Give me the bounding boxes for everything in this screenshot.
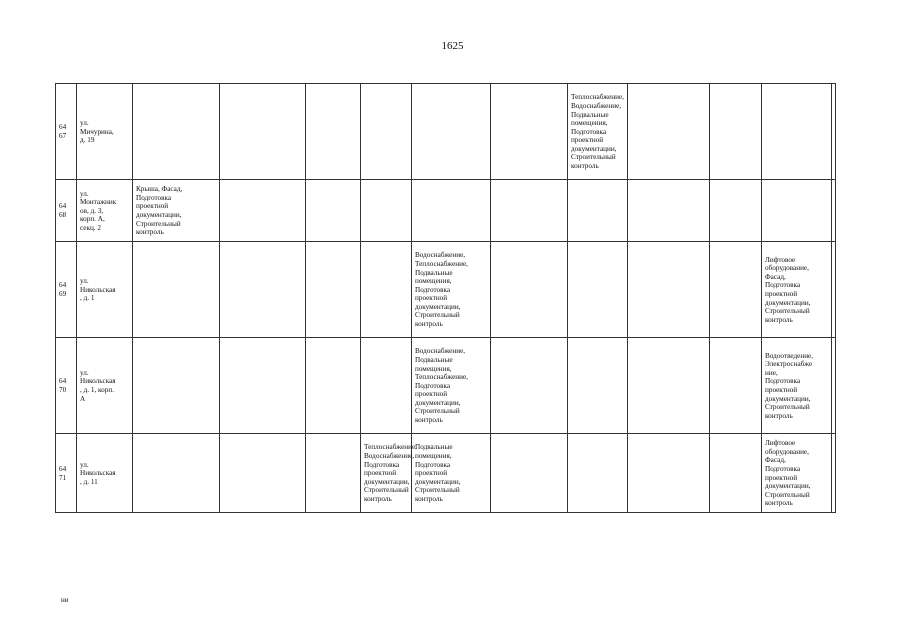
work-type-cell [568,84,628,180]
work-type-cell [762,338,832,434]
work-type-cell [568,180,628,242]
address-line: Никольская [80,469,116,478]
work-type-line: Подготовка [415,285,451,294]
work-type-line: документации, [415,302,461,311]
row-number-line: 67 [59,132,67,140]
work-type-line: Строительный [364,486,409,495]
work-type-line: оборудование, [765,447,809,456]
work-type-line: Подготовка [571,127,607,136]
work-type-cell [412,242,491,338]
address-line: ул. [80,277,89,286]
work-type-line: Фасад, [765,456,786,465]
work-type-cell [133,242,220,338]
work-type-line: проектной [765,473,798,482]
row-number-line: 69 [59,290,67,298]
address-line: ул. [80,119,89,128]
work-type-line: документации, [765,482,811,491]
work-type-line: проектной [136,202,169,211]
work-type-line: документации, [364,477,410,486]
work-type-line: Подготовка [765,281,801,290]
work-type-cell [491,84,568,180]
work-type-line: документации, [571,144,617,153]
work-type-cell [832,242,836,338]
work-type-cell [832,180,836,242]
address-line: Мичурина, [80,127,114,136]
work-type-cell [220,434,306,513]
work-type-cell [832,338,836,434]
work-type-cell [491,242,568,338]
work-type-cell [491,338,568,434]
work-type-cell [220,242,306,338]
work-type-cell [412,434,491,513]
work-type-line: Подготовка [415,381,451,390]
work-type-line: проектной [765,386,798,394]
work-type-cell [361,180,412,242]
row-number-cell [56,242,77,338]
work-type-cell [568,242,628,338]
row-number-line: 64 [59,202,67,211]
address-line: , д. 1, корп. [80,386,114,394]
work-type-line: Крыша, Фасад, [136,185,183,194]
work-type-line: контроль [765,411,793,420]
address-line: д. 19 [80,136,95,145]
work-type-line: помещения, [571,119,608,128]
work-type-cell [762,84,832,180]
table-row [56,434,836,513]
work-type-line: контроль [364,494,392,503]
work-type-cell [628,434,710,513]
work-type-line: Подготовка [136,193,172,202]
work-type-cell [762,434,832,513]
work-type-line: проектной [571,136,604,145]
address-cell [77,180,133,242]
work-type-line: Фасад, [765,272,786,281]
footer-mark: ни [61,596,69,604]
work-type-line: Теплоснабжение, [415,259,468,268]
work-type-line: документации, [136,211,182,219]
row-number-cell [56,84,77,180]
work-type-cell [628,180,710,242]
address-line: ул. [80,189,89,198]
work-type-line: помещения, [415,452,452,461]
address-line: Монтажник [80,198,117,207]
table-row [56,242,836,338]
address-line: , д. 11 [80,477,98,486]
work-type-cell [710,84,762,180]
address-line: ул. [80,460,89,469]
work-type-cell [491,180,568,242]
work-type-cell [133,84,220,180]
work-type-line: Водоснабжение, [571,101,622,110]
work-type-line: контроль [571,162,599,171]
work-type-line: Строительный [415,311,460,320]
work-type-line: Подготовка [765,464,801,473]
work-type-cell [361,242,412,338]
table-body [56,84,836,513]
work-type-line: контроль [415,416,443,425]
address-line: Никольская [80,377,116,386]
work-type-line: Строительный [415,486,460,495]
work-type-line: проектной [415,469,448,478]
work-type-cell [133,338,220,434]
work-type-cell [628,338,710,434]
work-type-cell [133,180,220,242]
work-type-cell [412,338,491,434]
work-type-line: Водоснабжение, [415,347,466,356]
address-cell [77,434,133,513]
address-line: секц. 2 [80,223,101,232]
work-type-cell [306,338,361,434]
work-type-cell [306,242,361,338]
work-type-line: Лифтовое [765,255,796,264]
address-cell [77,242,133,338]
work-type-cell [133,434,220,513]
repair-schedule-table [55,83,836,513]
work-type-cell [568,338,628,434]
address-cell [77,338,133,434]
work-type-line: Подготовка [415,460,451,469]
work-type-cell [628,242,710,338]
work-type-cell [710,338,762,434]
work-type-line: проектной [364,469,397,478]
work-type-cell [412,84,491,180]
work-type-line: Строительный [415,407,460,416]
work-type-cell [412,180,491,242]
work-type-line: контроль [415,494,443,503]
work-type-cell [220,338,306,434]
work-type-cell [710,434,762,513]
work-type-line: контроль [136,228,164,237]
work-type-line: Подвальные [571,110,609,119]
work-type-cell [628,84,710,180]
row-number-cell [56,434,77,513]
work-type-cell [710,180,762,242]
work-type-cell [220,180,306,242]
work-type-line: Строительный [765,403,810,412]
work-type-line: документации, [765,298,811,307]
work-type-line: Водоснабжение, [415,251,466,260]
work-type-cell [832,84,836,180]
work-type-cell [832,434,836,513]
work-type-cell [306,180,361,242]
work-type-line: контроль [415,320,443,329]
work-type-line: документации, [415,477,461,486]
work-type-line: Теплоснабжение, [571,93,624,102]
work-type-line: Строительный [765,307,810,316]
address-line: , д. 1 [80,294,95,303]
work-type-line: Подвальные [415,268,453,277]
address-line: ов, д. 3, [80,206,104,215]
work-type-line: Подготовка [364,460,400,469]
work-type-cell [762,180,832,242]
table-row [56,338,836,434]
work-type-line: Подготовка [765,377,801,386]
work-type-line: оборудование, [765,264,809,273]
row-number-line: 70 [59,386,67,394]
work-type-line: Электроснабже [765,360,813,369]
work-type-line: Строительный [765,490,810,499]
page-number: 1625 [441,40,464,52]
work-type-line: Теплоснабжение, [364,443,417,452]
table-row [56,180,836,242]
work-type-cell [710,242,762,338]
work-type-line: Подвальные [415,443,453,452]
work-type-line: Строительный [136,219,181,228]
work-type-cell [361,84,412,180]
work-type-line: проектной [765,290,798,298]
work-type-line: документации, [415,398,461,407]
row-number-line: 68 [59,211,67,219]
work-type-line: Водоснабжение, [364,452,415,461]
work-type-cell [762,242,832,338]
work-type-line: Лифтовое [765,439,796,448]
work-type-cell [306,434,361,513]
work-type-cell [568,434,628,513]
address-line: Никольская [80,285,116,294]
address-line: А [80,394,86,403]
work-type-cell [361,434,417,513]
work-type-line: контроль [765,499,793,508]
work-type-cell [491,434,568,513]
work-type-line: помещения, [415,277,452,286]
work-type-cell [306,84,361,180]
work-type-line: контроль [765,315,793,324]
work-type-line: проектной [415,294,448,303]
work-type-line: Строительный [571,153,616,162]
table-row [56,84,836,180]
row-number-line: 64 [59,464,67,473]
work-type-line: помещения, [415,364,452,373]
work-type-cell [361,338,412,434]
work-type-line: Водоотведение, [765,351,814,360]
address-cell [77,84,133,180]
work-type-line: Подвальные [415,355,453,364]
row-number-line: 64 [59,281,67,290]
row-number-cell [56,338,77,434]
row-number-line: 71 [59,473,67,482]
work-type-line: документации, [765,394,811,403]
row-number-line: 64 [59,377,67,386]
work-type-line: Теплоснабжение, [415,373,468,382]
row-number-cell [56,180,77,242]
row-number-line: 64 [59,123,67,132]
work-type-line: ние, [765,368,778,377]
work-type-cell [220,84,306,180]
work-type-line: проектной [415,390,448,399]
address-line: корп. А, [80,215,105,224]
address-line: ул. [80,368,89,377]
